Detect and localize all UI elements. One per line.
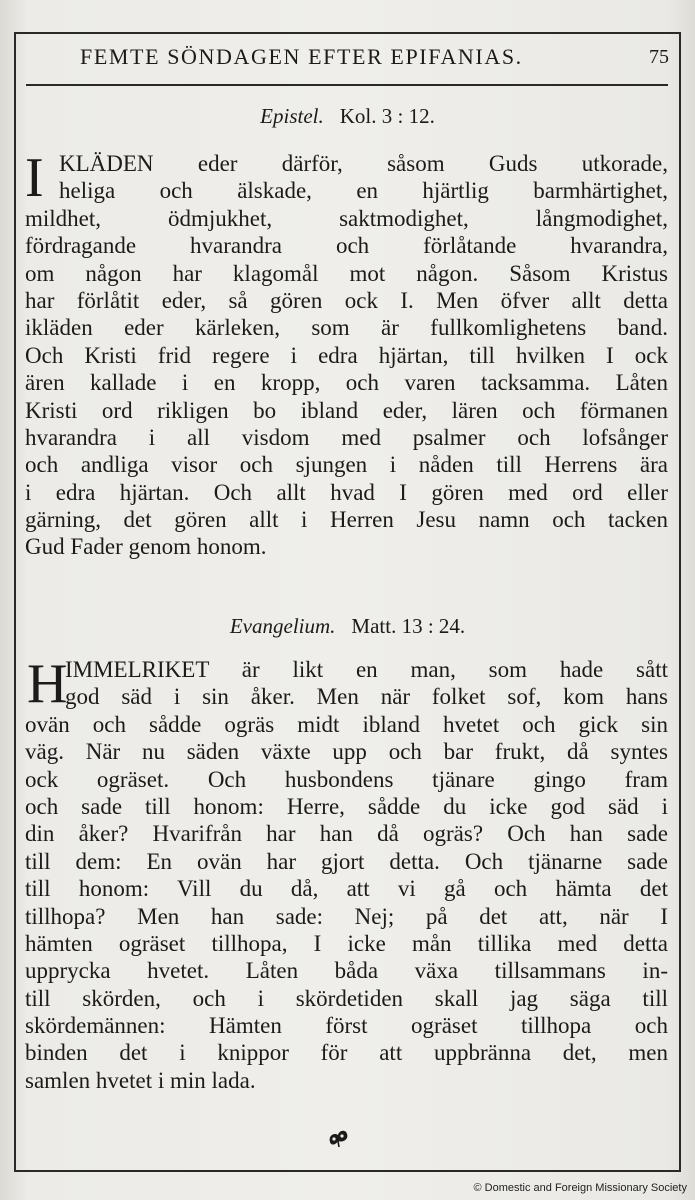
epistle-line: Gud Fader genom honom. [25,534,267,560]
running-header [14,44,681,80]
gospel-line: upprycka hvetet. Låten båda växa tillsammans in- [25,958,668,984]
header-title: FEMTE SÖNDAGEN EFTER EPIFANIAS. [80,44,523,69]
gospel-line: till honom: Vill du då, att vi gå och hämta det [25,876,668,902]
gospel-line: skördemännen: Hämten först ogräset tillhopa och [25,1013,668,1039]
epistle-line: KLÄDEN eder därför, såsom Guds utkorade, [59,151,668,176]
epistle-line: ären kallade i en kropp, och varen tacksamma. Låten [25,370,668,396]
gospel-line: ovän och sådde ogräs midt ibland hvetet och gick sin [25,711,668,737]
epistle-line: fördragande hvarandra och förlåtande hvarandra, [25,233,668,259]
epistle-line: heliga och älskade, en hjärtlig barmhärtighet, [59,178,668,204]
gospel-line: god säd i sin åker. Men när folket sof, kom hans [65,684,668,710]
gospel-label: Evangelium. [229,614,336,638]
gospel-line: samlen hvetet i min lada. [25,1067,256,1093]
epistle-line: om någon har klagomål mot någon. Såsom Kristus [25,260,668,286]
epistle-line: i edra hjärtan. Och allt hvad I gören med ord eller [25,479,668,505]
gospel-drop-cap: H [27,653,68,715]
gospel-line: tillhopa? Men han sade: Nej; på det att, när I [25,903,668,929]
epistle-line: Och Kristi frid regere i edra hjärtan, till hvilken I ock [25,342,668,368]
epistle-reference: Kol. 3 : 12. [339,104,435,128]
epistle-line: Kristi ord rikligen bo ibland eder, lären och förmanen [25,397,668,423]
epistle-line: mildhet, ödmjukhet, saktmodighet, långmodighet, [25,205,668,231]
gospel-line: binden det i knippor för att uppbränna det, men [25,1040,668,1066]
gospel-reference: Matt. 13 : 24. [351,614,466,638]
page-number: 75 [649,46,669,68]
gospel-line: väg. När nu säden växte upp och bar frukt, då syntes [25,739,668,765]
epistle-drop-cap: I [25,147,44,209]
gospel-line: och sade till honom: Herre, sådde du icke god säd i [25,793,668,819]
gospel-heading [0,614,695,639]
gospel-line: till dem: En ovän har gjort detta. Och tjänarne sade [25,848,668,874]
gospel-line: IMMELRIKET är likt en man, som hade sått [65,657,668,682]
epistle-label: Epistel. [260,104,324,128]
epistle-line: ikläden eder kärleken, som är fullkomlighetens band. [25,315,668,341]
header-rule [26,84,668,86]
epistle-text [25,147,668,561]
gospel-text [25,653,668,1094]
epistle-line: gärning, det gören allt i Herren Jesu namn och tacken [25,507,668,533]
epistle-heading [0,104,695,129]
gospel-line: till skörden, och i skördetiden skall jag säga till [25,985,668,1011]
epistle-line: hvarandra i all visdom med psalmer och lofsånger [25,424,668,450]
fleuron-ornament-icon [326,1126,350,1148]
copyright-notice: © Domestic and Foreign Missionary Society [473,1182,687,1194]
epistle-line: har förlåtit eder, så gören ock I. Men öfver allt detta [25,287,668,313]
gospel-line: ock ogräset. Och husbondens tjänare gingo fram [25,766,668,792]
epistle-line: och andliga visor och sjungen i nåden till Herrens ära [25,452,668,478]
gospel-line: din åker? Hvarifrån har han då ogräs? Och han sade [25,821,668,847]
gospel-line: hämten ogräset tillhopa, I icke mån tillika med detta [25,930,668,956]
